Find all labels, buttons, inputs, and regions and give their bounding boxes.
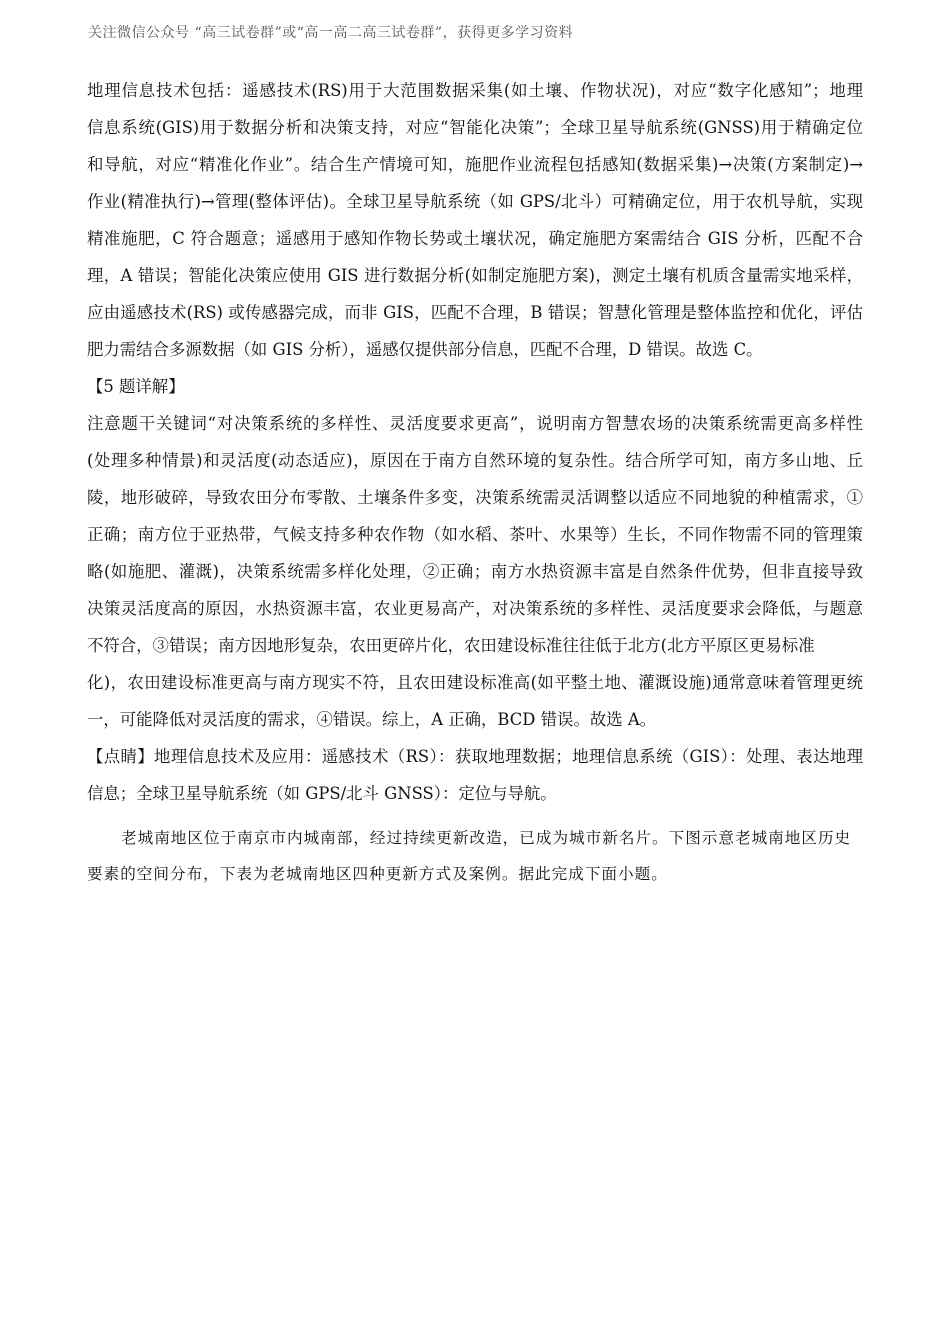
q5-line: 决策灵活度高的原因，水热资源丰富，农业更易高产，对决策系统的多样性、灵活度要求会降低，与题意 — [87, 599, 863, 618]
q5-line: 正确；南方位于亚热带，气候支持多种农作物（如水稻、茶叶、水果等）生长，不同作物需不同的管理策 — [87, 525, 863, 544]
q5-line: 略(如施肥、灌溉)，决策系统需多样化处理，②正确；南方水热资源丰富是自然条件优势，但非直接导致 — [87, 562, 863, 581]
intro-line: 老城南地区位于南京市内城南部，经过持续更新改造，已成为城市新名片。下图示意老城南地区历史 — [121, 829, 852, 847]
explanation-line: 理，A 错误；智能化决策应使用 GIS 进行数据分析(如制定施肥方案)，测定土壤有机质含量需实地采样， — [87, 266, 863, 285]
q5-heading: 【5 题详解】 — [87, 377, 185, 396]
tip-line: 【点睛】地理信息技术及应用：遥感技术（RS）：获取地理数据；地理信息系统（GIS）：处理、表达地理 — [87, 747, 863, 766]
question-intro — [87, 820, 863, 892]
q5-line: 化)，农田建设标准更高与南方现实不符，且农田建设标准高(如平整土地、灌溉设施)通常意味着管理更统 — [87, 673, 863, 692]
explanation-line: 肥力需结合多源数据（如 GIS 分析），遥感仅提供部分信息，匹配不合理，D 错误。故选 C。 — [87, 340, 763, 359]
q5-line: 注意题干关键词“对决策系统的多样性、灵活度要求更高”，说明南方智慧农场的决策系统需更高多样性 — [87, 414, 863, 433]
explanation-line: 和导航，对应“精准化作业”。结合生产情境可知，施肥作业流程包括感知(数据采集)→决策(方案制定)→ — [87, 155, 863, 174]
explanation-paragraph — [87, 72, 863, 812]
explanation-line: 应由遥感技术(RS) 或传感器完成，而非 GIS，匹配不合理，B 错误；智慧化管理是整体监控和优化，评估 — [87, 303, 863, 322]
q5-line: 一，可能降低对灵活度的需求，④错误。综上，A 正确，BCD 错误。故选 A。 — [87, 710, 657, 729]
intro-line: 要素的空间分布，下表为老城南地区四种更新方式及案例。据此完成下面小题。 — [87, 865, 668, 883]
tip-line: 信息；全球卫星导航系统（如 GPS/北斗 GNSS）：定位与导航。 — [87, 784, 557, 803]
q5-line: (处理多种情景)和灵活度(动态适应)，原因在于南方自然环境的复杂性。结合所学可知，南方多山地、丘 — [87, 451, 863, 470]
explanation-line: 精准施肥，C 符合题意；遥感用于感知作物长势或土壤状况，确定施肥方案需结合 GIS 分析，匹配不合 — [87, 229, 863, 248]
page-header-notice: 关注微信公众号 “高三试卷群”或“高一高二高三试卷群”，获得更多学习资料 — [88, 25, 574, 41]
explanation-line: 地理信息技术包括：遥感技术(RS)用于大范围数据采集(如土壤、作物状况)，对应“数字化感知”；地理 — [87, 81, 863, 100]
q5-line: 陵，地形破碎，导致农田分布零散、土壤条件多变，决策系统需灵活调整以适应不同地貌的种植需求，① — [87, 488, 863, 507]
q5-line: 不符合，③错误；南方因地形复杂，农田更碎片化，农田建设标准往往低于北方(北方平原区更易标准 — [87, 636, 815, 655]
explanation-line: 作业(精准执行)→管理(整体评估)。全球卫星导航系统（如 GPS/北斗）可精确定位，用于农机导航，实现 — [87, 192, 863, 211]
explanation-line: 信息系统(GIS)用于数据分析和决策支持，对应“智能化决策”；全球卫星导航系统(GNSS)用于精确定位 — [87, 118, 863, 137]
